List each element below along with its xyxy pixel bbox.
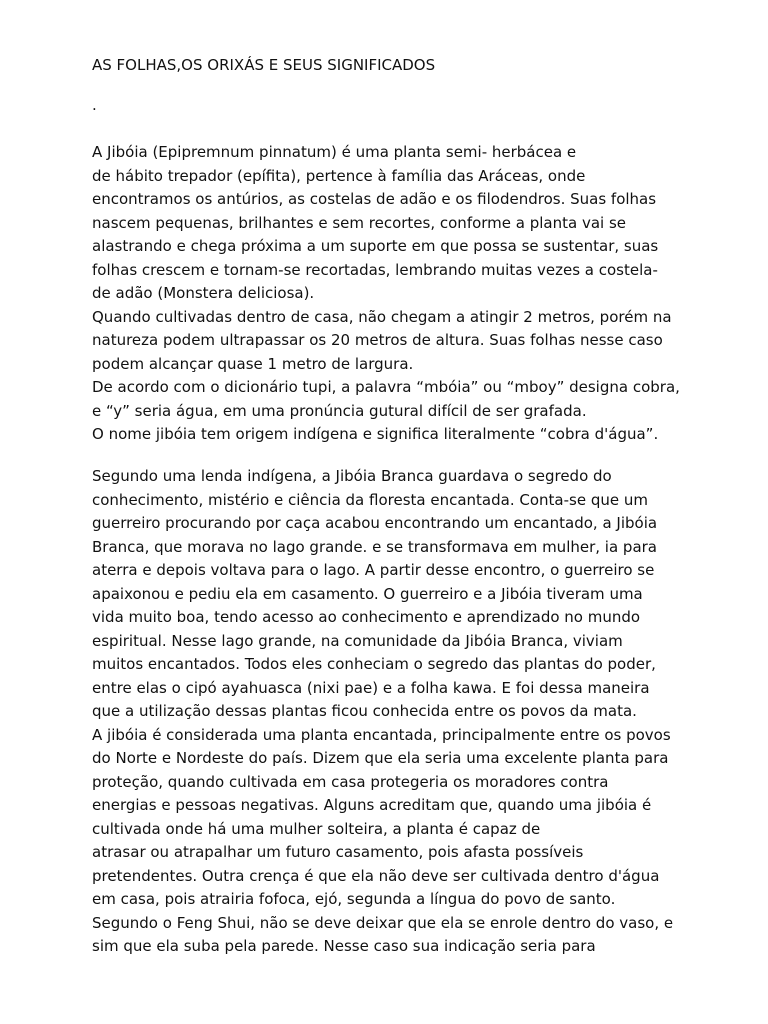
separator-dot: . — [92, 96, 97, 114]
text-line: cultivada onde há uma mulher solteira, a planta é capaz de — [92, 819, 541, 838]
text-line: muitos encantados. Todos eles conheciam o segredo das plantas do poder, — [92, 655, 656, 673]
text-line: e “y” seria água, em uma pronúncia gutural difícil de ser grafada. — [92, 401, 587, 420]
text-line: de hábito trepador (epífita), pertence à família das Aráceas, onde — [92, 166, 586, 185]
text-line: entre elas o cipó ayahuasca (nixi pae) e a folha kawa. E foi dessa maneira — [92, 678, 650, 697]
text-line: sim que ela suba pela parede. Nesse caso sua indicação seria para — [92, 937, 596, 955]
text-line: do Norte e Nordeste do país. Dizem que ela seria uma excelente planta para — [92, 749, 669, 767]
text-line: que a utilização dessas plantas ficou conhecida entre os povos da mata. — [92, 702, 637, 720]
text-line: natureza podem ultrapassar os 20 metros de altura. Suas folhas nesse caso — [92, 331, 663, 349]
paragraph — [92, 465, 752, 959]
text-line: proteção, quando cultivada em casa protegeria os moradores contra — [92, 772, 609, 791]
text-line: Segundo o Feng Shui, não se deve deixar que ela se enrole dentro do vaso, e — [92, 913, 674, 932]
text-line: em casa, pois atrairia fofoca, ejó, segunda a língua do povo de santo. — [92, 890, 616, 908]
text-line: Branca, que morava no lago grande. e se transformava em mulher, ia para — [92, 537, 657, 556]
text-line: O nome jibóia tem origem indígena e significa literalmente “cobra d'água”. — [92, 425, 659, 443]
text-line: de adão (Monstera deliciosa). — [92, 284, 315, 302]
text-line: Segundo uma lenda indígena, a Jibóia Branca guardava o segredo do — [92, 467, 612, 485]
text-line: folhas crescem e tornam-se recortadas, lembrando muitas vezes a costela- — [92, 260, 658, 279]
text-line: A Jibóia (Epipremnum pinnatum) é uma planta semi- herbácea e — [92, 143, 577, 161]
text-line: pretendentes. Outra crença é que ela não deve ser cultivada dentro d'água — [92, 866, 660, 885]
text-line: alastrando e chega próxima a um suporte em que possa se sustentar, suas — [92, 237, 659, 255]
text-line: vida muito boa, tendo acesso ao conhecimento e aprendizado no mundo — [92, 608, 641, 626]
text-line: A jibóia é considerada uma planta encantada, principalmente entre os povos — [92, 725, 671, 744]
text-line: podem alcançar quase 1 metro de largura. — [92, 354, 414, 373]
text-line: Quando cultivadas dentro de casa, não chegam a atingir 2 metros, porém na — [92, 307, 672, 326]
text-line: De acordo com o dicionário tupi, a palavra “mbóia” ou “mboy” designa cobra, — [92, 378, 680, 396]
text-line: atrasar ou atrapalhar um futuro casamento, pois afasta possíveis — [92, 843, 584, 861]
text-line: conhecimento, mistério e ciência da floresta encantada. Conta-se que um — [92, 490, 648, 509]
text-line: espiritual. Nesse lago grande, na comunidade da Jibóia Branca, viviam — [92, 631, 623, 650]
paragraph — [92, 141, 752, 447]
text-line: energias e pessoas negativas. Alguns acreditam que, quando uma jibóia é — [92, 796, 652, 814]
text-line: encontramos os antúrios, as costelas de adão e os filodendros. Suas folhas — [92, 190, 657, 208]
text-line: guerreiro procurando por caça acabou encontrando um encantado, a Jibóia — [92, 514, 658, 532]
text-line: nascem pequenas, brilhantes e sem recortes, conforme a planta vai se — [92, 213, 627, 232]
text-line: apaixonou e pediu ela em casamento. O guerreiro e a Jibóia tiveram uma — [92, 584, 643, 603]
separator-block — [92, 94, 752, 118]
title-block — [92, 54, 752, 78]
document-title: AS FOLHAS,OS ORIXÁS E SEUS SIGNIFICADOS — [92, 56, 436, 74]
text-line: aterra e depois voltava para o lago. A partir desse encontro, o guerreiro se — [92, 561, 655, 579]
